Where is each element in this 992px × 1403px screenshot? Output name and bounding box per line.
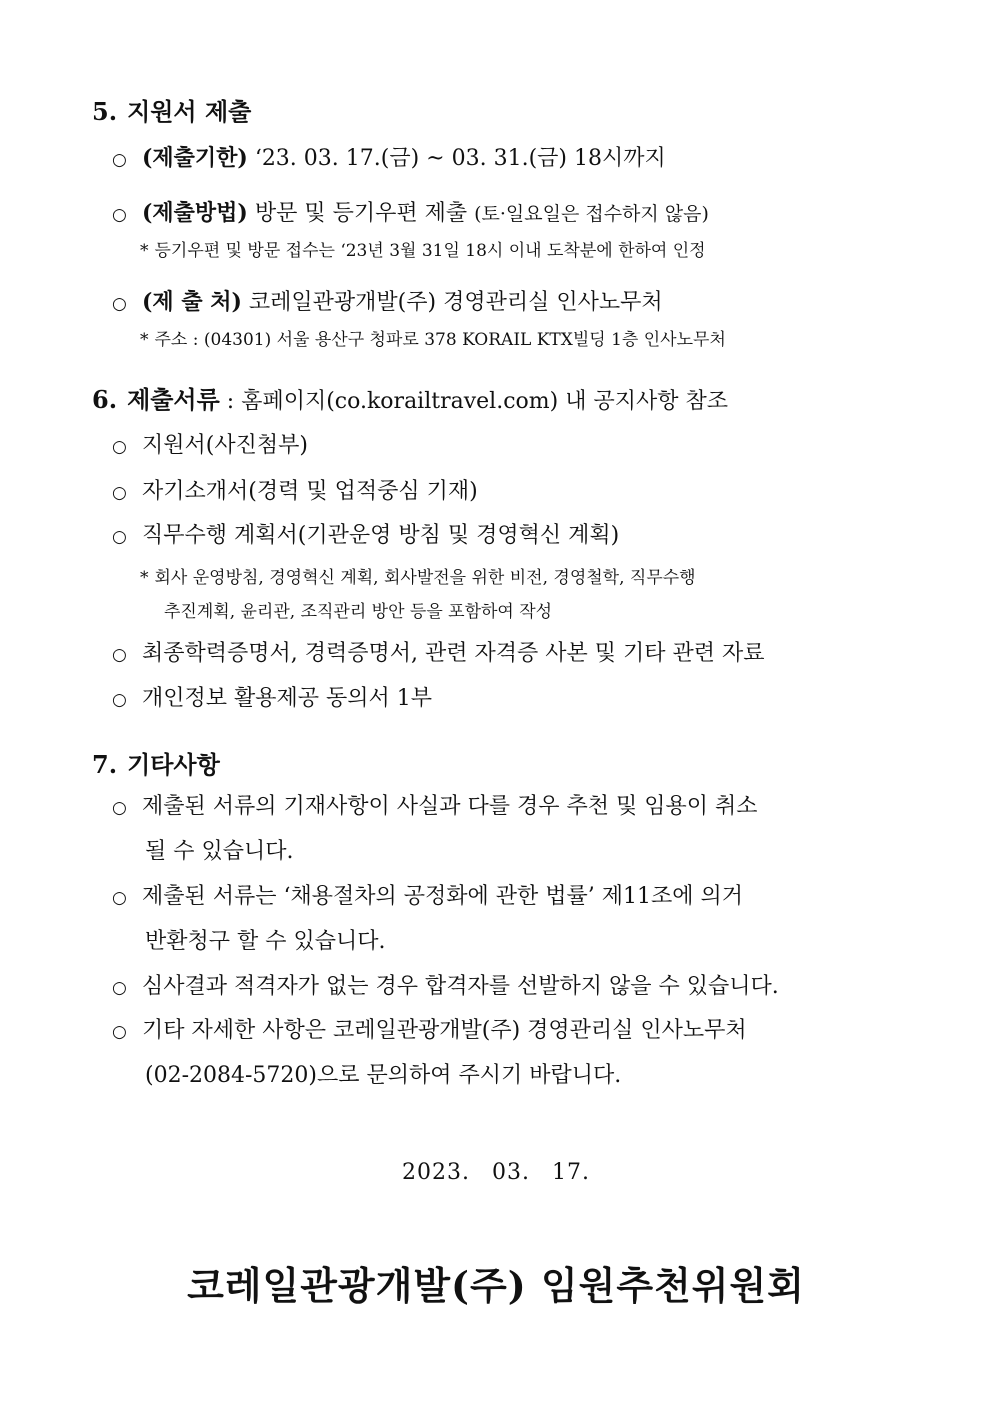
note-line	[164, 597, 552, 622]
item-text: 코레일관광개발(주) 경영관리실 인사노무처	[241, 290, 663, 315]
section-number: 6.	[92, 385, 118, 414]
bullet-icon: ○	[112, 645, 127, 665]
section-subtitle: : 홈페이지(co.korailtravel.com) 내 공지사항 참조	[219, 389, 728, 414]
bullet-icon: ○	[112, 483, 127, 503]
item-text: 자기소개서(경력 및 업적중심 기재)	[142, 479, 478, 504]
list-item	[112, 141, 666, 172]
item-text: 제출된 서류는 ‘채용절차의 공정화에 관한 법률’ 제11조에 의거	[142, 884, 743, 909]
item-label: (제출방법)	[142, 200, 248, 226]
bullet-icon: ○	[112, 527, 127, 547]
note-line	[140, 325, 726, 350]
item-text: 직무수행 계획서(기관운영 방침 및 경영혁신 계획)	[142, 523, 620, 548]
item-label: (제출기한)	[142, 145, 248, 171]
item-text: 심사결과 적격자가 없는 경우 합격자를 선발하지 않을 수 있습니다.	[142, 974, 779, 999]
asterisk-icon: *	[140, 568, 149, 588]
list-item	[112, 474, 478, 505]
note-text: 회사 운영방침, 경영혁신 계획, 회사발전을 위한 비전, 경영철학, 직무수행	[154, 568, 696, 588]
note-line	[140, 563, 696, 588]
list-item	[112, 428, 308, 459]
item-continuation: 반환청구 할 수 있습니다.	[145, 929, 386, 954]
section-number: 5.	[92, 97, 118, 126]
note-line	[140, 236, 706, 261]
section-title: 제출서류	[127, 385, 220, 414]
section-title: 기타사항	[127, 750, 220, 779]
bullet-icon: ○	[112, 150, 127, 170]
list-item	[112, 285, 663, 316]
note-text: 주소 : (04301) 서울 용산구 청파로 378 KORAIL KTX빌딩 1층 인사노무처	[154, 330, 726, 350]
item-text: ‘23. 03. 17.(금) ~ 03. 31.(금) 18시까지	[247, 146, 666, 171]
item-text: 지원서(사진첨부)	[142, 433, 308, 458]
item-text: 제출된 서류의 기재사항이 사실과 다를 경우 추천 및 임용이 취소	[142, 794, 758, 819]
item-text: 기타 자세한 사항은 코레일관광개발(주) 경영관리실 인사노무처	[142, 1018, 747, 1043]
list-item	[112, 636, 765, 667]
asterisk-icon: *	[140, 241, 149, 261]
list-item	[112, 789, 758, 820]
item-continuation: 될 수 있습니다.	[145, 839, 294, 864]
document-date: 2023. 03. 17.	[402, 1160, 590, 1185]
note-text: 등기우편 및 방문 접수는 ‘23년 3월 31일 18시 이내 도착분에 한하여 인정	[154, 241, 706, 261]
section-number: 7.	[92, 750, 118, 779]
list-item	[112, 681, 432, 712]
item-text: 최종학력증명서, 경력증명서, 관련 자격증 사본 및 기타 관련 자료	[142, 641, 765, 666]
bullet-icon: ○	[112, 978, 127, 998]
item-label: (제 출 처)	[142, 289, 242, 315]
section-title: 지원서 제출	[127, 97, 252, 126]
section-5-heading	[92, 92, 251, 127]
bullet-icon: ○	[112, 1022, 127, 1042]
list-item	[112, 1013, 747, 1044]
bullet-icon: ○	[112, 294, 127, 314]
list-item	[112, 969, 779, 1000]
section-7-heading	[92, 745, 220, 780]
organization-signature: 코레일관광개발(주) 임원추천위원회	[187, 1263, 805, 1308]
bullet-icon: ○	[112, 690, 127, 710]
item-continuation: (02-2084-5720)으로 문의하여 주시기 바랍니다.	[145, 1063, 622, 1088]
list-item	[112, 196, 709, 227]
bullet-icon: ○	[112, 205, 127, 225]
section-6-heading	[92, 380, 728, 415]
note-text: 추진계획, 윤리관, 조직관리 방안 등을 포함하여 작성	[164, 602, 553, 622]
list-item	[112, 879, 743, 910]
bullet-icon: ○	[112, 798, 127, 818]
item-note: (토·일요일은 접수하지 않음)	[474, 203, 709, 225]
list-item	[112, 518, 619, 549]
bullet-icon: ○	[112, 437, 127, 457]
asterisk-icon: *	[140, 330, 149, 350]
item-text: 방문 및 등기우편 제출	[247, 201, 475, 226]
bullet-icon: ○	[112, 888, 127, 908]
item-text: 개인정보 활용제공 동의서 1부	[142, 686, 433, 711]
